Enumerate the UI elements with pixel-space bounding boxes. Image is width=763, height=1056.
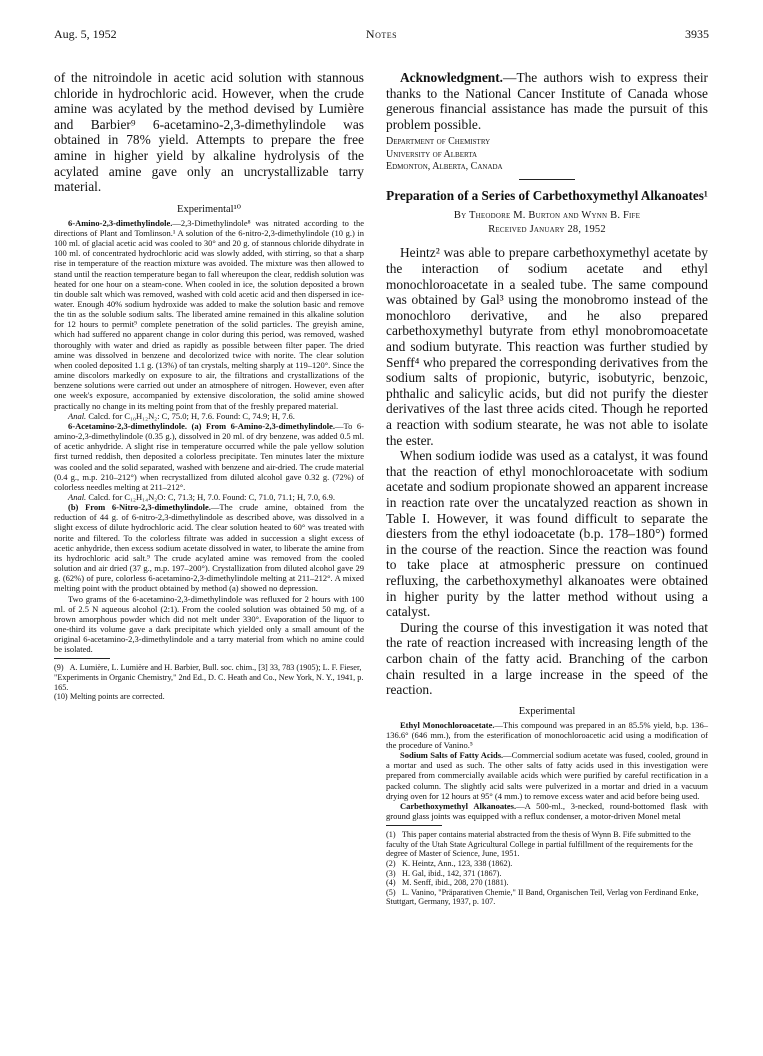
monochloroacetate-paragraph: Ethyl Monochloroacetate.—This compound was prepared in an 85.5% yield, b.p. 136–136.6° (646 mm.), from the esterification of monochloroacetic acid using a modification of the procedure of Vanino.⁵ [386,719,708,751]
analysis-1-text: Calcd. for C₁₀H₁₂N₂: C, 75.0; H, 7.6. Found: C, 74.9; H, 7.6. [88,410,295,421]
alkanoates-paragraph: Carbethoxymethyl Alkanoates.—A 500-ml., 3-necked, round-bottomed flask with ground glass joints was equipped with a reflux condenser, a motor-driven Monel metal [386,800,709,822]
amine-heading: 6-Amino-2,3-dimethylindole. [68,217,173,228]
chain-length-paragraph: During the course of this investigation it was noted that the rate of reaction increased with increasing length of the carbon chain of the fatty acid. Branching of the carbon chain resulted in a large increase in the speed of the reaction. [386,619,708,698]
footnote-9: (9) A. Lumière, L. Lumière and H. Barbier, Bull. soc. chim., [3] 33, 783 (1905); L. F. Fieser, "Experiments in Organic Chemistry," 2nd Ed., D. C. Heath and Co., New York, N. Y., 1941, p. 165. [54,663,364,692]
amine-paragraph [54,218,364,411]
footnote-rule-left [54,658,110,659]
intro-paragraph: of the nitroindole in acetic acid solution with stannous chloride in hydrochloric acid. However, when the crude amine was acylated by the method devised by Lumière and Barbier⁹ 6-acetamino-2,3-dimethylindole was obtained in 78% yield. Attempts to prepare the free amine in higher yield by alkaline hydrolysis of the acylated amine gave only an uncrystallizable tarry material. [54,70,364,195]
footnote-3: (3) H. Gal, ibid., 142, 371 (1867). [386,868,502,878]
analysis-2-label: Anal. [68,491,87,502]
left-column [54,70,364,702]
hydrolysis-paragraph: Two grams of the 6-acetamino-2,3-dimethylindole was refluxed for 2 hours with 100 ml. of 2.5 N aqueous alcohol (2:1). From the cooled solution was obtained 50 mg. of a brown amorphous powder which did not melt under 330°. Evaporation of the liquor to one-third its volume gave a dark precipitate which yielded only a small amount of the original 6-acetamino-2,3-dimethylindole and a tarry material from which no amine could be isolated. [54,593,364,655]
footnote-10: (10) Melting points are corrected. [54,692,165,702]
experimental-heading-left: Experimental¹⁰ [177,203,241,215]
affiliation-line-1: Department of Chemistry [386,136,491,148]
acknowledgment-heading: Acknowledgment. [400,70,504,85]
received-date: Received January 28, 1952 [488,224,606,236]
header-date: Aug. 5, 1952 [54,27,117,41]
alkanoates-heading: Carbethoxymethyl Alkanoates. [400,800,517,811]
footnote-2: (2) K. Heintz, Ann., 123, 338 (1862). [386,859,513,869]
section-divider [519,179,575,180]
running-header [54,27,709,43]
affiliation-line-3: Edmonton, Alberta, Canada [386,160,503,172]
monochloroacetate-heading: Ethyl Monochloroacetate. [400,719,495,730]
acetamino-a-paragraph [54,421,364,492]
header-page-number: 3935 [685,27,709,41]
catalyst-paragraph: When sodium iodide was used as a catalyst, it was found that the reaction of ethyl monochloroacetate with sodium acetate and sodium propionate showed an apparent increase in reaction rate over the uncatalyzed reaction as shown in Table I. However, it was found difficult to separate the diesters from the ethyl iodoacetate (b.p. 178–180°) formed in the course of the reaction. Since the reaction was found to take place at atmospheric pressure on continued refluxing, the carbethoxymethyl alkanoates were obtained in higher purity by the latter method without using a catalyst. [386,448,708,620]
acetamino-b-text: —The crude amine, obtained from the reduction of 44 g. of 6-nitro-2,3-dimethylindole as described above, was dissolved in a slight excess of dilute hydrochloric acid. The clear solution heated to 60° was treated with norite and filtered. To the colorless filtrate was added in succession a slight excess of acetic anhydride, then excess sodium acetate dissolved in water, to liberate the amine from its hydrochloric acid salt.⁹ The crude acylated amine was removed from the cooled solution and air dried (37 g., m.p. 197–200°). Crystallization from diluted alcohol gave 29 g. (62%) of pure, colorless 6-acetamino-2,3-dimethylindole melting at 211–212°. A mixed melting point with the product obtained by method (a) showed no depression. [54,502,364,594]
amine-text: —2,3-Dimethylindole⁸ was nitrated according to the directions of Plant and Tomlinson.¹ A solution of the 6-nitro-2,3-dimethylindole (10 g.) in 100 ml. of glacial acetic acid was cooled to 30° and 20 g. of stannous chloride dihydrate in 100 ml. of concentrated hydrochloric acid was slowly added, with stirring, so that a sharp rise in temperature of the reaction mixture was avoided. The mixture was then allowed to stand until the reaction temperature began to fall whereupon the clear, reddish solution was heated for one hour on a steam-cone. When cooled in ice, the solution deposited a brown tin double salt which was removed, washed with cold acetic acid and then dispersed in ice-water. Enough 40% sodium hydroxide was added to make the solution basic and remove the tin as the soluble sodium salts. The liberated amine remained in this alkaline solution for 12 hours to permit⁹ complete penetration of the solid particles. The greyish amine, which had suffered no apparent change in color during this period, was removed, washed thoroughly with water and dried as rapidly as possible between filter paper. The dried amine was dissolved in benzene and decolorized twice with norite. The clear solution when cooled deposited 1.1 g. (13%) of tan crystals, melting sharply at 119–120°. Since the amine discolors markedly on exposure to air, the filtrations and crystallizations of the benzene solutions were carried out under an atmosphere of nitrogen. However, even after one week's exposure, accompanied by extensive discoloration, the solid amine showed practically no change in its melting point from that of the freshly prepared material. [54,217,364,411]
header-section: Notes [365,27,398,41]
footnote-4: (4) M. Senff, ibid., 208, 270 (1881). [386,878,509,888]
sodium-salts-heading: Sodium Salts of Fatty Acids. [400,750,504,761]
analysis-2-text: Calcd. for C₁₂H₁₄N₂O: C, 71.3; H, 7.0. Found: C, 71.0, 71.1; H, 7.0, 6.9. [88,491,335,502]
acetamino-b-heading: (b) From 6-Nitro-2,3-dimethylindole. [68,502,211,513]
acetamino-a-text: —To 6-amino-2,3-dimethylindole (0.35 g.), dissolved in 20 ml. of dry benzene, was added 0.5 ml. of acetic anhydride. A slight rise in temperature occurred while the pale yellow solution first turned reddish, then deposited a colorless precipitate. Ten minutes later the mixture was cooled and the solid separated, washed with benzene and air-dried. The crude material (0.4 g., m.p. 210–212°) when recrystallized from diluted alcohol gave 0.32 g. (72%) of colorless needles melting at 211–212°. [54,420,364,492]
acetamino-a-heading: 6-Acetamino-2,3-dimethylindole. (a) From 6-Amino-2,3-dimethylindole. [68,420,336,431]
experimental-heading-right: Experimental [518,705,576,717]
analysis-1 [54,411,364,421]
footnote-1: (1) This paper contains material abstracted from the thesis of Wynn B. Fife submitted to the faculty of the Utah State Agricultural College in partial fulfillment of the requirements for the degree of Master of Science, June, 1951. [386,830,693,859]
acknowledgment-text: —The authors wish to express their thanks to the National Cancer Institute of Canada whose generous financial assistance has made the pursuit of this problem possible. [386,70,708,132]
acknowledgment-paragraph [386,70,708,132]
footnote-5: (5) L. Vanino, "Präparativen Chemie," II Band, Organischen Teil, Verlag von Ferdinand Enke, Stuttgart, Germany, 1937, p. 107. [386,887,699,907]
right-column [386,70,708,907]
analysis-1-label: Anal. [68,410,87,421]
sodium-salts-paragraph: Sodium Salts of Fatty Acids.—Commercial sodium acetate was fused, cooled, ground in a mortar and used as such. The other salts of fatty acids used in this investigation were prepared from commercially available acids which were purified by careful rectification in a packed column. The slightly acid salts were pulverized in a mortar and dried in a vacuum drying oven for 12 hours at 95° (4 mm.) to remove excess water and acid before being used. [386,750,708,801]
affiliation-line-2: University of Alberta [386,148,478,160]
footnote-rule-right [386,825,442,826]
article-title: Preparation of a Series of Carbethoxymethyl Alkanoates¹ [386,187,708,203]
acetamino-b-paragraph [54,502,364,593]
intro-paragraph-right: Heintz² was able to prepare carbethoxymethyl acetate by the interaction of sodium acetate and ethyl monochloroacetate in a sealed tube. The same compound was obtained by Gal³ using the monobromo instead of the monochloro derivative, and he also prepared carbethoxymethyl butyrate from ethyl monobromoacetate and sodium butyrate. This reaction was further studied by Senff⁴ who prepared the corresponding derivatives from the sodium salts of propionic, butyric, isobutyric, benzoic, phthalic and salicylic acids, but did not purify the diester derivatives of the last three acids cited. Though he reported a reaction with sodium stearate, he was not able to isolate the ester. [386,245,708,448]
analysis-2 [54,492,364,502]
article-authors: By Theodore M. Burton and Wynn B. Fife [453,210,641,222]
